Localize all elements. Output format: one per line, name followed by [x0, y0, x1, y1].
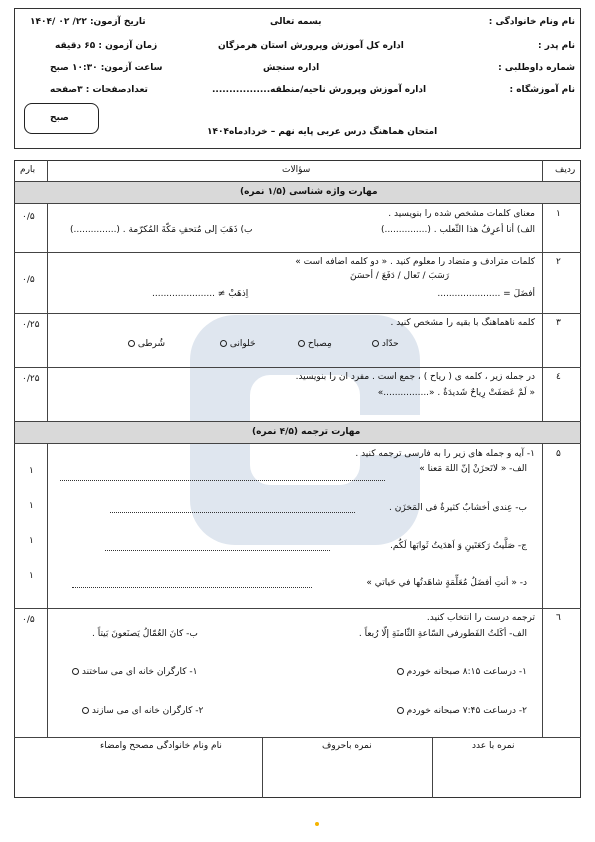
q1-score: ۰/۵ [22, 212, 35, 222]
q5-item: الف- « لاتَحزَنْ إنّ اللهَ مَعنا » [419, 464, 527, 474]
questions-header: سؤالات [282, 165, 311, 175]
q6-number: ٦ [556, 613, 561, 623]
q5-score: ۱ [29, 501, 34, 511]
session-label: صبح [50, 113, 69, 123]
bismillah: بسمه تعالی [270, 17, 322, 27]
exam-duration: زمان آزمون : ۶۵ دقیقه [55, 41, 158, 51]
exam-time: ساعت آزمون: ۱۰:۳۰ صبح [50, 63, 163, 73]
q2-item-b: اِذهَبْ ≠ ...................... [152, 289, 249, 299]
q5-score: ۱ [29, 536, 34, 546]
questions-table [14, 160, 581, 798]
q4-number: ٤ [556, 372, 561, 382]
dept-assessment: اداره سنجش [263, 63, 320, 73]
q6-prompt: ترجمه درست را انتخاب کنید. [426, 613, 535, 623]
q3-prompt: کلمه ناهماهنگ با بقیه را مشخص کنید . [390, 318, 535, 328]
answer-line [110, 512, 355, 513]
q6-b-option-2[interactable]: ۲- کارگران خانه ای می سازند [82, 706, 203, 717]
q4-sentence: « لَمْ عَصَفَتْ رِياحٌ شَديدَةٌ . «................» [377, 388, 535, 398]
q4-prompt: در جمله زیر ، کلمه ی ( ریاح ) ، جمع است . مفرد ان را بنویسید. [295, 372, 535, 382]
q5-score: ۱ [29, 466, 34, 476]
section-vocab-title: مهارت واژه شناسی (۱/۵ نمره) [240, 187, 378, 197]
answer-line [105, 550, 330, 551]
q6-sentence-b: ب- كانَ العُمّالُ يَصنَعونَ بَيتاً . [92, 629, 198, 639]
radio-circle-icon[interactable] [372, 340, 379, 347]
score-header: بارم [20, 165, 36, 175]
q2-number: ۲ [556, 257, 561, 267]
q3-score: ۰/۲۵ [22, 320, 40, 330]
dept-district: اداره آموزش وپرورش ناحیه/منطقه................. [212, 85, 427, 95]
q3-option[interactable]: مِصباح [298, 339, 332, 350]
q5-number: ۵ [556, 449, 561, 459]
exam-title: امتحان هماهنگ درس عربی پایه نهم – خردادماه۱۴۰۴ [207, 127, 438, 137]
seat-number-label: شماره داوطلبی : [498, 63, 575, 73]
school-label: نام آموزشگاه : [509, 85, 575, 95]
q1-item-a: الف) أنا أعرِفُ هذا الثّعلب . (...............) [380, 225, 535, 235]
q5-item: ب- عِندی أخشابٌ كثيرةٌ فی المَخزَن . [389, 503, 527, 513]
q6-sentence-a: الف- أكَلتُ الفَطورفی السّاعةِ الثّامنَةِ إلّا رُبعاً . [358, 629, 527, 639]
score-digits-label: نمره با عدد [472, 741, 515, 751]
q3-number: ۳ [556, 318, 561, 328]
exam-date: تاریخ آزمون: ۲۲/ ۰۲ /۱۴۰۴ [30, 17, 146, 27]
score-letters-label: نمره باحروف [322, 741, 372, 751]
q2-prompt: کلمات مترادف و متضاد را معلوم کنید . « دو کلمه اضافه است » [295, 257, 535, 267]
q3-option[interactable]: حَلوانی [220, 339, 256, 350]
q1-prompt: معنای کلمات مشخص شده را بنویسید . [388, 209, 535, 219]
q6-a-option-1[interactable]: ۱- درساعت ۸:۱۵ صبحانه خوردم [397, 667, 527, 678]
q6-b-option-1[interactable]: ۱- کارگران خانه ای می ساختند [72, 667, 198, 678]
q5-prompt: ۱- آیه و جمله های زیر را به فارسی ترجمه کنید . [355, 449, 535, 459]
q6-score: ۰/۵ [22, 615, 35, 625]
answer-line [60, 480, 385, 481]
radio-circle-icon[interactable] [128, 340, 135, 347]
radio-circle-icon[interactable] [82, 707, 89, 714]
q5-item: د- « أنتِ أفضَلُ مُعَلِّمَةٍ شاهَدتُها في حَياتي » [366, 578, 527, 588]
q6-a-option-2[interactable]: ۲- درساعت ۷:۴۵ صبحانه خوردم [397, 706, 527, 717]
answer-line [72, 587, 312, 588]
q3-option[interactable]: حدّاد [372, 339, 399, 350]
q5-item: ج- صَلَّيتُ رَكعَتَينِ وَ اَهدَيتُ ثَوابَها لَكُم. [390, 541, 527, 551]
q2-score: ۰/۵ [22, 275, 35, 285]
teacher-signature-label: نام ونام خانوادگی مصحح وامضاء [100, 741, 222, 751]
page-count: تعدادصفحات : ۳صفحه [50, 85, 148, 95]
father-name-label: نام پدر : [538, 41, 575, 51]
dept-general: اداره کل آموزش وپرورش استان هرمزگان [218, 41, 404, 51]
q5-score: ۱ [29, 571, 34, 581]
q2-words: رَسَبَ / تَعال / دَفَعَ / أحسَنَ [350, 271, 450, 281]
page-dot [315, 822, 319, 826]
radio-circle-icon[interactable] [397, 668, 404, 675]
radio-circle-icon[interactable] [220, 340, 227, 347]
q1-number: ۱ [556, 209, 561, 219]
q4-score: ۰/۲۵ [22, 374, 40, 384]
q3-option[interactable]: شُرطی [128, 339, 165, 350]
radio-circle-icon[interactable] [72, 668, 79, 675]
radio-circle-icon[interactable] [397, 707, 404, 714]
radio-circle-icon[interactable] [298, 340, 305, 347]
q2-item-a: أفضَلَ = ...................... [437, 289, 535, 299]
student-name-label: نام ونام خانوادگی : [488, 17, 575, 27]
row-header: ردیف [555, 165, 576, 175]
section-translation-title: مهارت ترجمه (۴/۵ نمره) [252, 427, 361, 437]
q1-item-b: ب) ذَهَبَ إلی مُتحفِ مَكّةَ المُكرّمة . (...............) [70, 225, 253, 235]
